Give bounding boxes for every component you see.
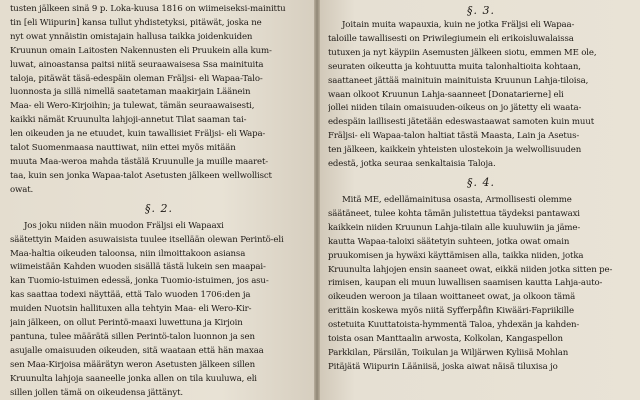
left-paragraph-2	[10, 220, 308, 400]
section-4-heading: §. 4.	[467, 175, 495, 189]
text-line: asujalle omaisuuden oikeuden, sitä waataan että hän maxaa	[10, 345, 264, 356]
text-line: edespäin laillisesti jätetään edeswastaawat samoten kuin muut	[328, 117, 595, 128]
text-line: Parkkilan, Pärsilän, Toikulan ja Wiljärwen Kyliisä Mohlan	[328, 347, 569, 358]
text-line: säätettyin Maiden asuwaisista tuulee itsellään olewan Perintö-eli	[10, 234, 284, 245]
text-line: pruukomisen ja hywäxi käyttämisen alla, taikka niiden, jotka	[328, 250, 584, 261]
text-line: Maa-haltia oikeuden taloonsa, niin ilmoittakoon asiansa	[10, 248, 246, 259]
text-line: wiimeistään Kahden wuoden sisällä tästä lukein sen maapai-	[10, 262, 266, 273]
text-line: Kruunulta lahjojen ensin saaneet owat, eikkä niiden jotka sitten pe-	[328, 264, 613, 275]
text-line: taloja, pitäwät täsä-edespäin oleman Fräljsi- eli Wapaa-Talo-	[10, 73, 263, 84]
text-line: kaikkein niiden Kruunun Lahja-tilain alle kuuluwiin ja jäme-	[328, 222, 581, 233]
text-line: ten jälkeen, kaikkein yhteisten ulostekoin ja welwollisuuden	[328, 145, 582, 156]
text-line: oikeuden weroon ja tilaan woittaneet owat, ja olkoon tämä	[328, 292, 576, 303]
text-line: rimisen, kaupan eli muun luwallisen saamisen kautta Lahja-auto-	[328, 278, 603, 289]
text-line: Maa- eli Wero-Kirjoihin; ja tulewat, tämän seuraawaisesti,	[10, 101, 255, 112]
right-page	[316, 0, 640, 400]
text-line: sen Maa-Kirjoisa määrätyn weron Asetusten jälkeen sillen	[10, 359, 255, 370]
text-line: talot Suomenmaasa nauttiwat, niin ettei myös mitään	[10, 143, 236, 154]
text-line: erittäin koskewa myös niitä Syfferpåfin Kiwääri-Fapriikille	[328, 306, 574, 317]
text-line: jollei niiden tilain omaisuuden-oikeus on jo jätetty eli waata-	[328, 103, 582, 114]
text-line: taloille tawallisesti on Priwilegiumein eli erikoisluwalaissa	[328, 33, 574, 44]
text-line: sillen jollen tämä on oikeudensa jättänyt.	[10, 387, 183, 398]
text-line: kas saattaa todexi näyttää, että Talo wuoden 1706:den ja	[10, 290, 251, 301]
text-line: muiden Nuotsin hallituxen alla tehtyin Maa- eli Wero-Kir-	[10, 304, 252, 315]
text-line: tin [eli Wiipurin] kansa tullut yhdistetyksi, pitäwät, joska ne	[10, 17, 262, 28]
text-line: owat.	[10, 184, 34, 195]
section-2-heading: §. 2.	[145, 201, 173, 215]
text-line: waan olkoot Kruunun Lahja-saanneet [Donatarierne] eli	[328, 89, 564, 100]
text-line: Kruunun omain Laitosten Nakennusten eli Pruukein alla kum-	[10, 45, 272, 56]
text-line: luonnosta ja sillä nimellä saatetaman maakirjain Läänein	[10, 87, 251, 98]
text-line: kan Tuomio-istuimen edessä, jonka Tuomio-istuimen, jos asu-	[10, 276, 269, 287]
text-line: saattaneet jättää mainituin mainituista Kruunun Lahja-tiloisa,	[328, 75, 589, 86]
text-line: kautta Wapaa-taloixi säätetyin suhteen, jotka owat omain	[328, 236, 570, 247]
book-gutter	[314, 0, 320, 400]
text-line: Joitain muita wapauxia, kuin ne jotka Fräljsi eli Wapaa-	[342, 20, 575, 30]
text-line: tutuxen ja nyt käypiin Asemusten jälkeen siotu, emmen ME ole,	[328, 47, 597, 58]
text-line: ostetuita Kuuttatoista-hymmentä Taloa, yhdexän ja kahden-	[328, 320, 580, 331]
text-line: Fräljsi- eli Wapaa-talon haltiat tästä Maasta, Lain ja Asetus-	[328, 131, 580, 142]
text-line: Jos joku niiden näin muodon Fräljsi eli Wapaaxi	[24, 220, 224, 231]
text-line: len oikeuden ja ne etuudet, kuin tawallisiet Fräljsi- eli Wapa-	[10, 129, 266, 140]
text-line: Kruunulta lahjoja saaneelle jonka allen on tila kuuluwa, eli	[10, 373, 257, 384]
left-paragraph-1	[10, 3, 308, 198]
text-line: seuraten oikeutta ja kohtuutta muita talonhaltioita kohtaan,	[328, 61, 581, 72]
section-3-heading: §. 3.	[467, 4, 495, 17]
text-line: toista osan Manttaalin arwosta, Kolkolan, Kangaspellon	[328, 334, 563, 345]
text-line: taa, kuin sen jonka Wapaa-talot Asetusten jälkeen wellwollisct	[10, 170, 272, 181]
left-page	[0, 0, 316, 400]
text-line: luwat, ainoastansa paitsi niitä seuraawaisesa Ssa mainituita	[10, 59, 264, 70]
text-line: Mitä ME, edellämainitusa osasta, Armollisesti olemme	[342, 194, 572, 205]
text-line: pantuna, tulee määrätä sillen Perintö-talon luonnon ja sen	[10, 331, 255, 342]
text-line: nyt owat ynnäistin omistajain hallusa taikka joidenkuiden	[10, 31, 253, 42]
text-line: edestä, jotka seuraa senkaltaisia Taloja.	[328, 159, 496, 170]
text-line: tusten jälkeen sinä 9 p. Loka-kuusa 1816 on wiimeiseksi-mainittu	[10, 4, 286, 14]
right-paragraph-section-3	[328, 19, 634, 172]
text-line: kaikki nämät Kruunulta lahjoji-annetut Tilat saaman tai-	[10, 115, 247, 126]
text-line: muuta Maa-weroa mahda tästälä Kruunulle ja muille maaret-	[10, 156, 269, 167]
right-paragraph-section-4	[328, 194, 634, 375]
text-line: Pitäjätä Wiipurin Lääniisä, joska aiwat näisä tiluxisa jo	[328, 361, 558, 372]
text-line: säätäneet, tulee kohta tämän julistettua täydeksi pantawaxi	[328, 208, 580, 219]
text-line: jain jälkeen, on ollut Perintö-maaxi luwettuna ja Kirjoin	[10, 318, 243, 329]
